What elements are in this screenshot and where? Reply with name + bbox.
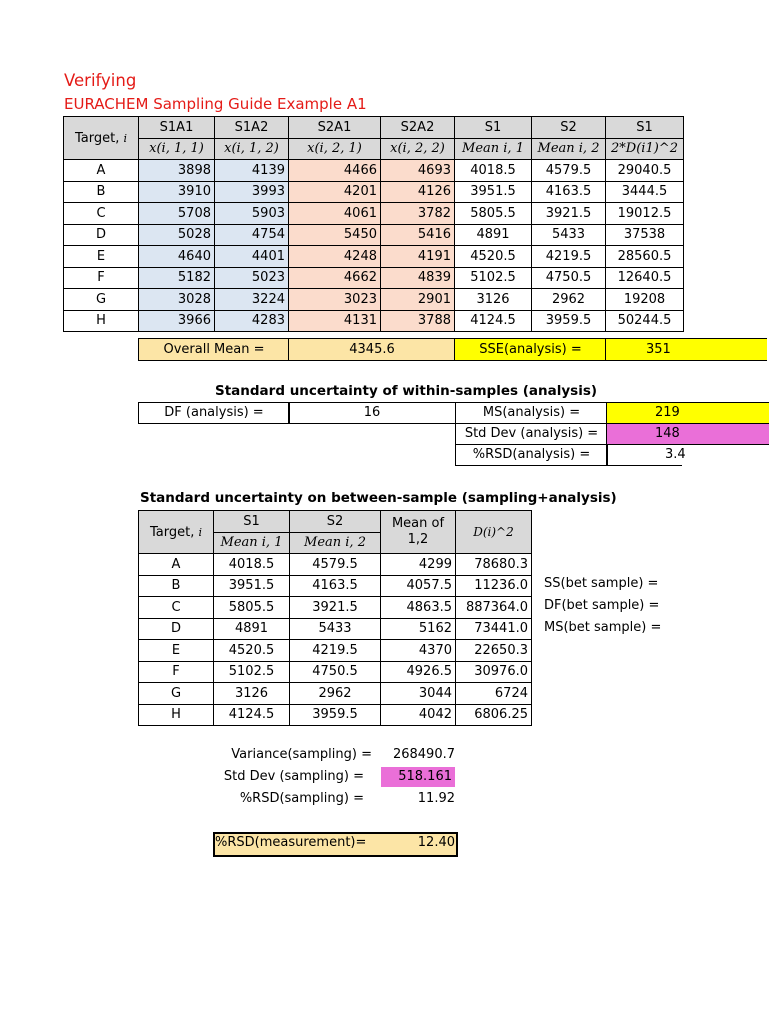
col-subheader: x(i, 1, 1) [139, 138, 215, 160]
data-cell: 4057.5 [381, 575, 456, 597]
data-cell: 3044 [381, 683, 456, 705]
target-cell: C [64, 203, 139, 225]
data-cell: 4124.5 [455, 310, 532, 332]
table-row [64, 246, 684, 268]
ss-bet-sample-label: SS(bet sample) = [544, 576, 659, 591]
data-cell: 11236.0 [456, 575, 532, 597]
s1-subheader: Mean i, 1 [214, 532, 290, 554]
data-cell: 28560.5 [606, 246, 684, 268]
data-cell: 6724 [456, 683, 532, 705]
page-subtitle: EURACHEM Sampling Guide Example A1 [64, 95, 367, 113]
data-cell: 5162 [381, 618, 456, 640]
data-cell: 5805.5 [455, 203, 532, 225]
data-cell: 4018.5 [214, 554, 290, 576]
data-cell: 4750.5 [532, 267, 606, 289]
data-cell: 4863.5 [381, 597, 456, 619]
data-cell: 4018.5 [455, 160, 532, 182]
data-cell: 4466 [289, 160, 381, 182]
data-cell: 4520.5 [214, 640, 290, 662]
data-cell: 3126 [455, 289, 532, 311]
mean-header: Mean of 1,2 [381, 511, 456, 554]
target-cell: H [139, 704, 214, 726]
col-subheader: Mean i, 2 [532, 138, 606, 160]
target-cell: C [139, 597, 214, 619]
data-cell: 6806.25 [456, 704, 532, 726]
data-cell: 3951.5 [455, 181, 532, 203]
table-row [139, 597, 532, 619]
data-cell: 4891 [455, 224, 532, 246]
col-header: S1A1 [139, 117, 215, 139]
rsd-analysis-value: 3.4 [606, 444, 682, 466]
table-row [139, 683, 532, 705]
table-row [139, 575, 532, 597]
data-cell: 4926.5 [381, 661, 456, 683]
s2-header: S2 [290, 511, 381, 533]
target-cell: D [139, 618, 214, 640]
variance-sampling-label: Variance(sampling) = [231, 747, 372, 762]
within-sample-title: Standard uncertainty of within-samples (analysis) [215, 383, 598, 399]
data-cell: 4131 [289, 310, 381, 332]
col-subheader: x(i, 2, 1) [289, 138, 381, 160]
data-cell: 4579.5 [532, 160, 606, 182]
ms-analysis-label: MS(analysis) = [455, 402, 608, 424]
col-header: S2 [532, 117, 606, 139]
table-row [139, 640, 532, 662]
data-cell: 3126 [214, 683, 290, 705]
data-cell: 4126 [381, 181, 455, 203]
table-row [64, 203, 684, 225]
target-cell: A [139, 554, 214, 576]
variance-sampling-value: 268490.7 [392, 747, 455, 762]
data-cell: 19012.5 [606, 203, 684, 225]
summary-row [138, 338, 768, 360]
data-cell: 4283 [215, 310, 289, 332]
rsd-measurement-value: 12.40 [417, 835, 455, 850]
data-cell: 4124.5 [214, 704, 290, 726]
data-cell: 5433 [290, 618, 381, 640]
target-cell: B [139, 575, 214, 597]
d-header: D(i)^2 [456, 511, 532, 554]
data-cell: 5450 [289, 224, 381, 246]
data-cell: 4219.5 [532, 246, 606, 268]
data-cell: 4248 [289, 246, 381, 268]
data-cell: 4839 [381, 267, 455, 289]
data-cell: 5805.5 [214, 597, 290, 619]
col-header: S1 [455, 117, 532, 139]
data-cell: 29040.5 [606, 160, 684, 182]
data-cell: 3959.5 [532, 310, 606, 332]
data-cell: 3951.5 [214, 575, 290, 597]
table-row [64, 267, 684, 289]
col-subheader: 2*D(i1)^2 [606, 138, 684, 160]
rsd-sampling-value: 11.92 [417, 791, 455, 806]
col-subheader: x(i, 2, 2) [381, 138, 455, 160]
data-cell: 5023 [215, 267, 289, 289]
data-cell: 4163.5 [290, 575, 381, 597]
target-cell: B [64, 181, 139, 203]
data-cell: 4201 [289, 181, 381, 203]
data-cell: 4640 [139, 246, 215, 268]
sd-analysis-label: Std Dev (analysis) = [455, 423, 608, 445]
col-subheader: x(i, 1, 2) [215, 138, 289, 160]
table-row [139, 661, 532, 683]
data-cell: 78680.3 [456, 554, 532, 576]
data-cell: 3921.5 [532, 203, 606, 225]
data-cell: 5102.5 [455, 267, 532, 289]
sd-sampling-value: 518.161 [381, 767, 455, 787]
sd-sampling-label: Std Dev (sampling) = [223, 769, 364, 784]
data-cell: 3782 [381, 203, 455, 225]
data-cell: 37538 [606, 224, 684, 246]
data-cell: 887364.0 [456, 597, 532, 619]
data-cell: 5028 [139, 224, 215, 246]
df-analysis-value: 16 [288, 402, 456, 424]
data-cell: 12640.5 [606, 267, 684, 289]
data-cell: 4042 [381, 704, 456, 726]
col-header: S2A2 [381, 117, 455, 139]
target-cell: F [139, 661, 214, 683]
col-subheader: Mean i, 1 [455, 138, 532, 160]
data-cell: 30976.0 [456, 661, 532, 683]
target-cell: G [139, 683, 214, 705]
data-cell: 4139 [215, 160, 289, 182]
data-cell: 4219.5 [290, 640, 381, 662]
rsd-sampling-label: %RSD(sampling) = [239, 791, 364, 806]
target-cell: H [64, 310, 139, 332]
data-cell: 3993 [215, 181, 289, 203]
data-cell: 3898 [139, 160, 215, 182]
target-cell: E [139, 640, 214, 662]
data-cell: 2962 [532, 289, 606, 311]
overall-mean-label: Overall Mean = [138, 338, 290, 361]
data-cell: 3028 [139, 289, 215, 311]
between-sample-title: Standard uncertainty on between-sample (sampling+analysis) [140, 490, 617, 506]
table-row [64, 224, 684, 246]
data-cell: 3444.5 [606, 181, 684, 203]
data-cell: 50244.5 [606, 310, 684, 332]
sse-value: 351 [605, 338, 767, 361]
table-row [139, 618, 532, 640]
target-header: Target, i [64, 117, 139, 160]
data-cell: 4579.5 [290, 554, 381, 576]
data-cell: 22650.3 [456, 640, 532, 662]
data-cell: 3910 [139, 181, 215, 203]
col-header: S1 [606, 117, 684, 139]
table-row [139, 554, 532, 576]
data-cell: 5708 [139, 203, 215, 225]
data-cell: 2901 [381, 289, 455, 311]
data-cell: 4662 [289, 267, 381, 289]
s1-header: S1 [214, 511, 290, 533]
data-cell: 4891 [214, 618, 290, 640]
data-cell: 4754 [215, 224, 289, 246]
table-row [64, 289, 684, 311]
data-cell: 3921.5 [290, 597, 381, 619]
data-cell: 5433 [532, 224, 606, 246]
df-bet-sample-label: DF(bet sample) = [544, 598, 660, 613]
analysis-table [63, 116, 684, 332]
data-cell: 3959.5 [290, 704, 381, 726]
data-cell: 4401 [215, 246, 289, 268]
rsd-measurement-label: %RSD(measurement)= [215, 835, 367, 850]
data-cell: 3224 [215, 289, 289, 311]
data-cell: 4299 [381, 554, 456, 576]
target-cell: D [64, 224, 139, 246]
s2-subheader: Mean i, 2 [290, 532, 381, 554]
target-cell: G [64, 289, 139, 311]
sd-analysis-value: 148 [606, 423, 769, 445]
table-row [139, 704, 532, 726]
data-cell: 3023 [289, 289, 381, 311]
df-analysis-label: DF (analysis) = [138, 402, 290, 424]
sse-label: SSE(analysis) = [454, 338, 607, 361]
data-cell: 4750.5 [290, 661, 381, 683]
data-cell: 2962 [290, 683, 381, 705]
target-header: Target, i [139, 511, 214, 554]
ms-analysis-value: 219 [606, 402, 769, 424]
ms-bet-sample-label: MS(bet sample) = [544, 620, 662, 635]
data-cell: 4693 [381, 160, 455, 182]
rsd-analysis-label: %RSD(analysis) = [455, 444, 608, 466]
data-cell: 4061 [289, 203, 381, 225]
data-cell: 3966 [139, 310, 215, 332]
data-cell: 5903 [215, 203, 289, 225]
target-cell: A [64, 160, 139, 182]
data-cell: 4191 [381, 246, 455, 268]
data-cell: 5416 [381, 224, 455, 246]
target-cell: F [64, 267, 139, 289]
rsd-measurement-box [213, 832, 458, 857]
data-cell: 19208 [606, 289, 684, 311]
data-cell: 73441.0 [456, 618, 532, 640]
table-row [64, 310, 684, 332]
col-header: S2A1 [289, 117, 381, 139]
overall-mean-value: 4345.6 [288, 338, 456, 361]
data-cell: 5182 [139, 267, 215, 289]
table-row [64, 160, 684, 182]
page-title: Verifying [64, 71, 137, 90]
data-cell: 5102.5 [214, 661, 290, 683]
data-cell: 4370 [381, 640, 456, 662]
between-sample-table [138, 510, 532, 726]
data-cell: 3788 [381, 310, 455, 332]
col-header: S1A2 [215, 117, 289, 139]
data-cell: 4520.5 [455, 246, 532, 268]
data-cell: 4163.5 [532, 181, 606, 203]
table-row [64, 181, 684, 203]
target-cell: E [64, 246, 139, 268]
